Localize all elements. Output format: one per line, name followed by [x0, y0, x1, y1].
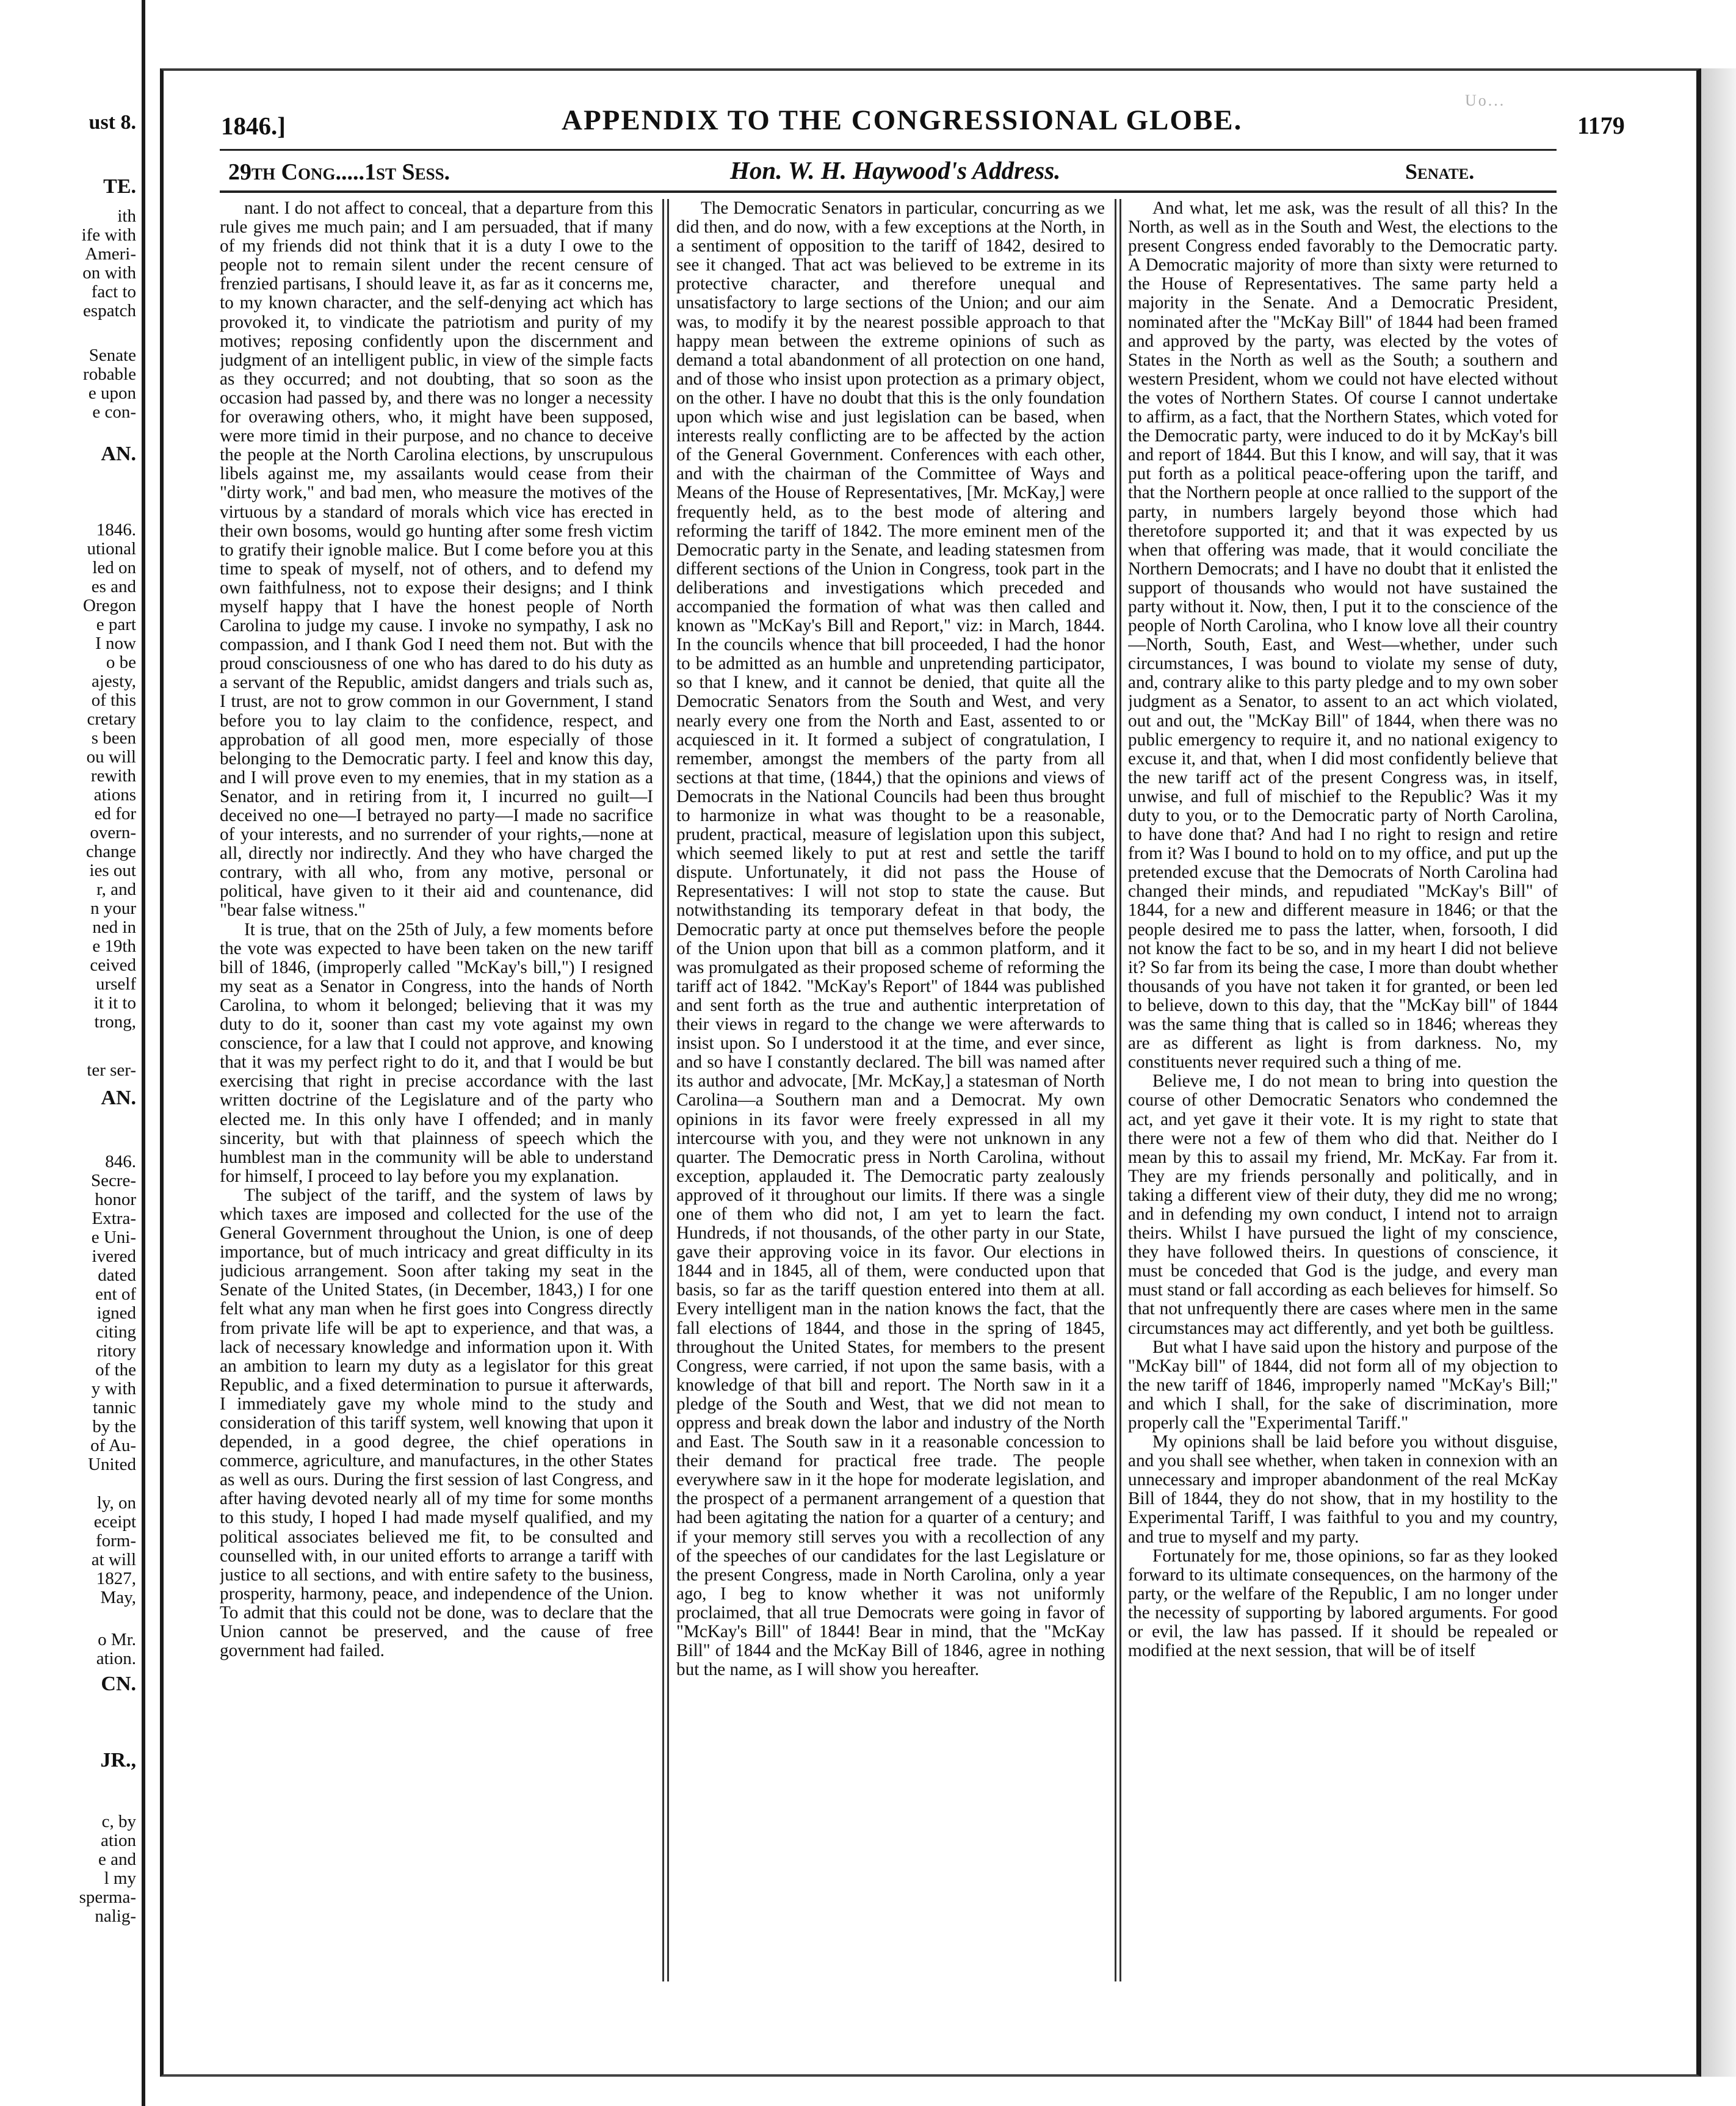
- margin-fragment: on with: [82, 263, 136, 283]
- margin-fragment: c, by: [101, 1812, 136, 1831]
- margin-fragment: ter ser-: [87, 1060, 136, 1080]
- margin-fragment: it it to: [93, 993, 136, 1013]
- margin-fragment: ajesty,: [91, 671, 136, 691]
- margin-fragment: 1827,: [96, 1569, 136, 1588]
- margin-fragment: change: [85, 842, 136, 861]
- margin-fragment: ritory: [96, 1341, 136, 1361]
- margin-fragment: e Uni-: [91, 1228, 136, 1247]
- margin-fragment: Oregon: [83, 596, 136, 615]
- column-1: [220, 199, 653, 2010]
- margin-fragment: Secre-: [90, 1171, 136, 1190]
- column-rule: [662, 199, 664, 1981]
- subheader-rule: [220, 190, 1557, 193]
- page-title: APPENDIX TO THE CONGRESSIONAL GLOBE.: [562, 104, 1243, 136]
- margin-fragment: e and: [98, 1850, 136, 1869]
- paragraph: My opinions shall be laid before you without disguise, and you shall see whether, when taken in connexion with an unnecessary and improper abandonment of the real McKay Bill of 1844, they do not show, that in my hostility to the Experimental Tariff, I was faithful to you and my country, and true to myself and my party.: [1128, 1432, 1558, 1547]
- margin-fragment: rewith: [90, 766, 136, 786]
- margin-fragment: ations: [93, 785, 136, 805]
- margin-fragment: of the: [95, 1360, 136, 1380]
- margin-fragment: espatch: [83, 301, 136, 320]
- margin-fragment: n your: [90, 899, 136, 918]
- paragraph: But what I have said upon the history and purpose of the "McKay bill" of 1844, did not form all of my objection to the new tariff of 1846, improperly named "McKay's Bill;" and which I shall, for the sake of discrimination, more properly call the "Experimental Tariff.": [1128, 1337, 1558, 1433]
- margin-fragment: igned: [96, 1303, 136, 1323]
- congress-session: 29th Cong.....1st Sess.: [228, 159, 450, 185]
- column-rule: [1115, 199, 1116, 1981]
- paragraph: Believe me, I do not mean to bring into question the course of other Democratic Senators who condemned the act, and yet gave it their vote. It is my right to state that there were not a few of them who did that. Neither do I mean by this to assail my friend, Mr. McKay. Far from it. They are my friends personally and politically, and in taking a different view of their duty, they did me no wrong; and in defending my own conduct, I intend not to arraign theirs. Whilst I have pursued the light of my conscience, they have followed theirs. In questions of conscience, it must be conceded that God is the judge, and every man must stand or fall according as each believes for himself. So that not unfrequently there are cases where men in the same circumstances may act differently, and yet both be guiltless.: [1128, 1071, 1558, 1338]
- margin-fragment: e upon: [88, 383, 136, 403]
- margin-fragment: r, and: [96, 880, 136, 899]
- margin-fragment: ed for: [94, 804, 136, 823]
- margin-fragment: ou will: [86, 747, 136, 767]
- margin-fragment: AN.: [101, 1087, 136, 1109]
- margin-fragment: e part: [96, 615, 136, 634]
- margin-fragment: 1846.: [96, 520, 136, 540]
- margin-fragment: fact to: [91, 282, 136, 302]
- margin-fragment: ivered: [92, 1247, 136, 1266]
- margin-fragment: nalig-: [95, 1906, 136, 1926]
- margin-fragment: ies out: [89, 861, 136, 880]
- paragraph: nant. I do not affect to conceal, that a departure from this rule gives me much pain; and I am persuaded, that if many of my friends did not think that it is a duty I owe to the people not to remain silent under the recent censure of frenzied partisans, I should leave it, as far as it concerns me, to my known character, and the self-denying act which has provoked it, to vindicate the patriotism and purity of my motives; reposing confidently upon the discernment and judgment of an intelligent public, in view of the simple facts as they occurred; and not doubting, that so soon as the occasion had passed by, and there was no longer a necessity for overawing others, who, it might have been supposed, were more timid in their purpose, and no chance to deceive the people at the North Carolina elections, by unscrupulous libels against me, my assailants would cease from their "dirty work," and bad men, who measure the motives of the virtuous by a standard of morals which vice has erected in their own bosoms, would go hunting after some fresh victim to gratify their ignoble malice. But I come before you at this time to speak of myself, not of others, and to defend my own faithfulness, not to expose their designs; and I think myself happy that I have the honest people of North Carolina to judge my cause. I invoke no sympathy, I ask no compassion, and I thank God I need them not. But with the proud consciousness of one who has dared to do his duty as a servant of the Republic, amidst dangers and trials such as, I trust, are not to grow common in our Government, I stand before you to lay claim to the confidence, respect, and approbation of all good men, more especially of those belonging to the Democratic party. I feel and know this day, and I will prove even to my enemies, that in my station as a Senator, and in retiring from it, I incurred no guilt—I deceived no one—I betrayed no party—I made no sacrifice of your interests, and no surrender of your rights,—none at all, directly nor indirectly. And they who have charged the contrary, with all who, from any motive, personal or political, have given to it their aid and countenance, did "bear false witness.": [220, 199, 653, 921]
- margin-fragment: form-: [95, 1531, 136, 1551]
- column-3: [1128, 199, 1558, 2010]
- margin-fragment: citing: [95, 1322, 136, 1342]
- margin-fragment: of this: [91, 690, 136, 710]
- margin-fragment: es and: [91, 577, 136, 596]
- margin-fragment: ly, on: [96, 1493, 136, 1513]
- margin-fragment: United: [88, 1455, 136, 1474]
- margin-fragment: ceived: [90, 955, 136, 975]
- margin-fragment: ent of: [95, 1284, 136, 1304]
- margin-fragment: ned in: [92, 917, 136, 937]
- margin-fragment: led on: [92, 558, 136, 577]
- margin-fragment: e con-: [92, 402, 136, 422]
- margin-fragment: y with: [91, 1379, 136, 1399]
- margin-fragment: of Au-: [90, 1436, 136, 1455]
- margin-fragment: o be: [106, 653, 136, 672]
- margin-fragment: I now: [95, 634, 136, 653]
- margin-fragment: JR.,: [100, 1749, 136, 1771]
- margin-fragment: o Mr.: [98, 1630, 136, 1649]
- margin-fragment: dated: [98, 1265, 136, 1285]
- margin-fragment: e 19th: [92, 936, 136, 956]
- margin-fragment: s been: [91, 728, 136, 748]
- margin-fragment: cretary: [87, 709, 136, 729]
- margin-fragment: Senate: [89, 346, 136, 365]
- margin-fragment: ation: [101, 1831, 136, 1850]
- margin-fragment: overn-: [90, 823, 136, 842]
- margin-fragment: ation.: [96, 1649, 136, 1668]
- speech-title: Hon. W. H. Haywood's Address.: [730, 156, 1061, 184]
- margin-fragment: CN.: [101, 1673, 136, 1695]
- margin-fragment: AN.: [101, 443, 136, 465]
- page-date: 1846.]: [221, 112, 286, 140]
- column-rule: [1119, 199, 1121, 1981]
- page-edge-shadow: [1701, 68, 1736, 2077]
- margin-fragment: urself: [95, 974, 136, 994]
- margin-fragment: sperma-: [79, 1887, 136, 1907]
- paragraph: The Democratic Senators in particular, concurring as we did then, and do now, with a few exceptions at the North, in a sentiment of opposition to the tariff of 1842, desired to see it changed. That act was believed to be extreme in its protective character, and therefore unequal and unsatisfactory to large sections of the Union; and our aim was, to modify it by the nearest possible approach to that happy mean between the extreme opinions of such as demand a total abandonment of all protection on one hand, and of those who insist upon protection as a primary object, on the other. I have no doubt that this is the only foundation upon which wise and just legislation can be based, when interests really conflicting are to be affected by the action of the General Government. Conferences with each other, and with the chairman of the Committee of Ways and Means of the House of Representatives, [Mr. McKay,] were frequently held, as to the best mode of altering and reforming the tariff of 1842. The more eminent men of the Democratic party in the Senate, and leading statesmen from different sections of the Union in Congress, took part in the deliberations and investigations which preceded and accompanied the formation of what was then called and known as "McKay's Bill and Report," viz: in March, 1844. In the councils whence that bill proceeded, I had the honor to be admitted as an humble and unpretending participator, so that I knew, and it cannot be denied, that quite all the Democratic Senators from the South and West, and very nearly every one from the North and East, assented to or acquiesced in it. It formed a subject of congratulation, I remember, amongst the members of the party from all sections at that time, (1844,) that the opinions and views of Democrats in the National Councils had been thus brought to harmonize in what was thought to be a reasonable, prudent, practical, measure of legislation upon this subject, which seemed likely to put at rest and settle the tariff dispute. Unfortunately, it did not pass the House of Representatives: I will not stop to state the cause. But notwithstanding its temporary defeat in that body, the Democratic party at once put themselves before the people of the Union upon that bill as a common platform, and it was promulgated as their proposed scheme of reforming the tariff act of 1842. "McKay's Report" of 1844 was published and sent forth as the true and authentic interpretation of their views in regard to the change we were afterwards to insist upon. So I understood it at the time, and ever since, and so have I constantly declared. The bill was named after its author and advocate, [Mr. McKay,] a statesman of North Carolina—a Southern man and a Democrat. My own opinions in its favor were freely expressed in all my intercourse with you, and they were not unknown in any quarter. The Democratic press in North Carolina, without exception, applauded it. The Democratic party zealously approved of it throughout our limits. If there was a single one of them who did not, I am yet to learn the fact. Hundreds, if not thousands, of the other party in our State, gave their approving voice in its favor. Our elections in 1844 and in 1845, all of them, were conducted upon that basis, so far as the tariff question entered into them at all. Every intelligent man in the nation knows the fact, that the fall elections of 1844, and those in the spring of 1845, throughout the United States, for members to the present Congress, were carried, if not upon the same basis, with a knowledge of that bill and report. The North saw in it a pledge of the South and West, that we did not mean to oppress and break down the labor and industry of the North and East. The South saw in it a reasonable concession to their demand for practical free trade. The people everywhere saw in it the hope for moderate legislation, and the prospect of a permanent arrangement of a question that had been agitating the nation for a quarter of a century; and if your memory still serves you with a recollection of any of the speeches of our candidates for the last Legislature or the present Congress, made in North Carolina, only a year ago, I beg to know whether it was not uniformly proclaimed, that all true Democrats were going in favor of "McKay's Bill" of 1844! Bear in mind, that the "McKay Bill" of 1844 and the McKay Bill of 1846, agree in nothing but the name, as I will show you hereafter.: [676, 199, 1105, 1680]
- margin-fragment: TE.: [103, 175, 136, 198]
- chamber-label: Senate.: [1405, 159, 1475, 184]
- margin-fragment: Ameri-: [85, 244, 136, 264]
- margin-fragment: robable: [83, 364, 136, 384]
- paragraph: It is true, that on the 25th of July, a few moments before the vote was expected to have been taken on the new tariff bill of 1846, (improperly called "McKay's bill,") I resigned my seat as a Senator in Congress, into the hands of North Carolina, to whom it belonged; believing that it was my duty to do it, sooner than cast my vote against my own conscience, for a law that I could not approve, and knowing that it was my perfect right to do it, and that I would be but exercising that right in precise accordance with the last written doctrine of the Legislature and of the party who elected me. In this only have I offended; and in manly sincerity, but with that plainness of speech which the humblest man in the community will be able to understand for himself, I proceed to lay before you my explanation.: [220, 919, 653, 1186]
- paragraph: And what, let me ask, was the result of all this? In the North, as well as in the South and West, the elections to the present Congress ended favorably to the Democratic party. A Democratic majority of more than sixty were returned to the House of Representatives. The same party held a majority in the Senate. And a Democratic President, nominated after the "McKay Bill" of 1844 had been framed and approved by the party, was elected by the votes of States in the North as well as the South; a southern and western President, whom we could not have elected without the votes of Northern States. Of course I cannot undertake to affirm, as a fact, that the Northern States, which voted for the Democratic party, were induced to do it by McKay's bill and report of 1844. But this I know, and will say, that it was put forth as a political peace-offering upon the tariff, and that the Northern people at once rallied to the support of the party, in numbers largely beyond those which had theretofore supported it; and that it was expected by us when that offering was made, that it would conciliate the Northern Democrats; and I have no doubt that it enlisted the support of thousands who would not have sustained the party without it. Now, then, I put it to the conscience of the people of North Carolina, who I know love all their country—North, South, East, and West—whether, under such circumstances, I was bound to violate my sense of duty, and, contrary alike to this party pledge and to my own sober judgment as a Senator, to assent to an act which violated, out and out, the "McKay Bill" of 1844, when there was no public emergency to require it, and no national exigency to excuse it, and that, when I did most confidently believe that the new tariff act of the present Congress was, in itself, unwise, and full of mischief to the Republic? Was it my duty to you, or to the Democratic party of North Carolina, to have done that? And had I no right to resign and retire from it? Was I bound to hold on to my office, and put up the pretended excuse that the Democrats of North Carolina had changed their minds, and repudiated "McKay's Bill" of 1844, for a new and different measure in 1846; or that the people desired me to pass the latter, when, forsooth, I did not know the fact to be so, and in my heart I did not believe it? So far from its being the case, I more than doubt whether thousands of you have not taken it for granted, or been led to believe, down to this day, that the "McKay bill" of 1844 was the same thing that is called so in 1846; whereas they are as different as light is from darkness. No, my constituents never required such a thing of me.: [1128, 199, 1558, 1073]
- margin-fragment: eceipt: [93, 1512, 136, 1532]
- margin-fragment: at will: [91, 1550, 136, 1569]
- margin-fragment: trong,: [94, 1012, 136, 1032]
- margin-fragment: 846.: [105, 1152, 136, 1171]
- previous-page-margin: [0, 0, 145, 2106]
- column-2: [676, 199, 1105, 2010]
- paragraph: The subject of the tariff, and the system of laws by which taxes are imposed and collected for the use of the General Government throughout the Union, is one of deep importance, but of much intricacy and great difficulty in its judicious arrangement. Soon after taking my seat in the Senate of the United States, (in December, 1843,) I for one felt what any man when he first goes into Congress directly from private life will be apt to experience, and that was, a lack of necessary knowledge and information upon it. With an ambition to learn my duty as a legislator for this great Republic, and a fixed determination to pursue it afterwards, I immediately gave my whole mind to the study and consideration of this tariff system, well knowing that upon it depended, in a good degree, the chief operations in commerce, agriculture, and manufactures, in the other States as well as ours. During the first session of last Congress, and after having devoted nearly all of my time for some months to this study, I hoped I had made myself qualified, and my political associates believed me fit, to be consulted and counselled with, in our united efforts to arrange a tariff with justice to all sections, and with entire safety to the business, prosperity, harmony, peace, and independence of the Union. To admit that this could not be done, was to declare that the Union cannot be preserved, and the cause of free government had failed.: [220, 1185, 653, 1661]
- paragraph: Fortunately for me, those opinions, so far as they looked forward to its ultimate consequences, on the harmony of the party, or the welfare of the Republic, I am no longer under the necessity of supporting by labored arguments. For good or evil, the law has passed. If it should be repealed or modified at the next session, that will be of itself: [1128, 1546, 1558, 1661]
- header-rule: [220, 149, 1557, 151]
- margin-fragment: ith: [117, 206, 136, 226]
- margin-fragment: honor: [95, 1190, 136, 1209]
- margin-fragment: ife with: [81, 225, 136, 245]
- margin-fragment: tannic: [93, 1398, 136, 1417]
- margin-fragment: ust 8.: [89, 111, 136, 134]
- margin-fragment: l my: [104, 1869, 136, 1888]
- page-number: 1179: [1577, 112, 1625, 139]
- margin-fragment: Extra-: [92, 1209, 136, 1228]
- margin-fragment: by the: [92, 1417, 136, 1436]
- column-rule: [667, 199, 669, 1981]
- archive-stamp: Uo...: [1465, 92, 1506, 109]
- margin-fragment: utional: [87, 539, 136, 559]
- margin-fragment: May,: [100, 1588, 136, 1607]
